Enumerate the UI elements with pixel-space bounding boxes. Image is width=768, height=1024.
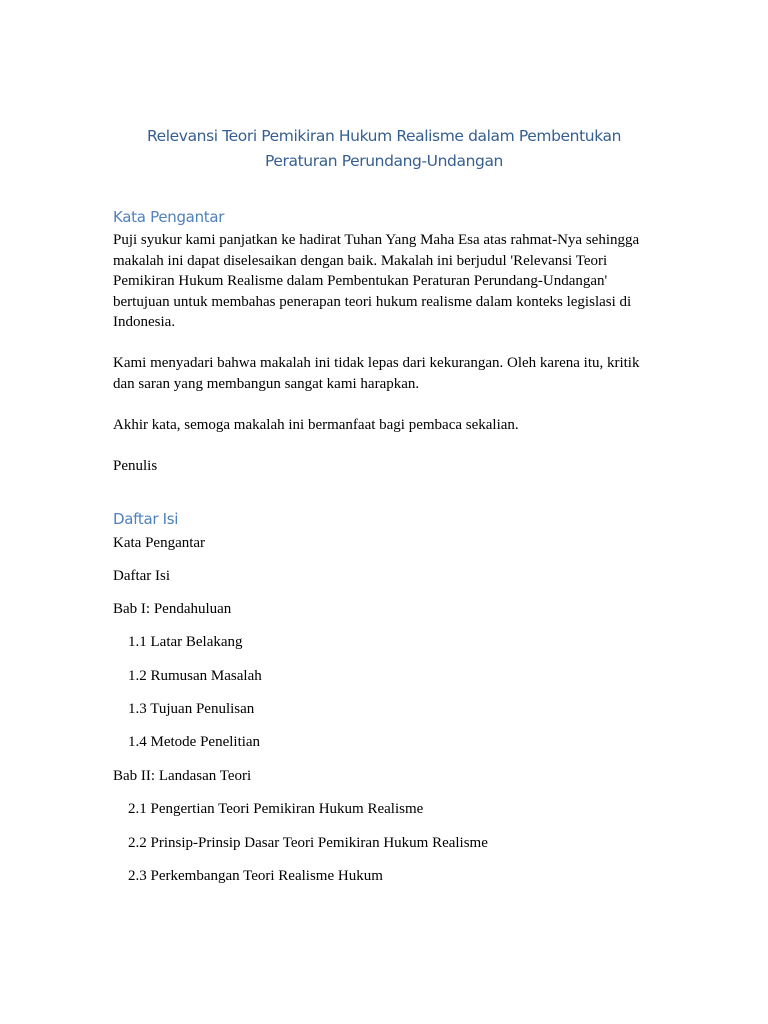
toc-item-kata-pengantar: Kata Pengantar	[113, 535, 206, 551]
toc-item-1-2: 1.2 Rumusan Masalah	[128, 668, 262, 684]
toc-item-bab-2: Bab II: Landasan Teori	[113, 768, 252, 784]
toc-item-bab-1: Bab I: Pendahuluan	[113, 601, 232, 617]
document-title: Relevansi Teori Pemikiran Hukum Realisme dalam Pembentukan Peraturan Perundang-Undangan	[146, 127, 622, 170]
toc-item-1-4: 1.4 Metode Penelitian	[128, 734, 261, 750]
paragraph-closing: Akhir kata, semoga makalah ini bermanfaat bagi pembaca sekalian.	[113, 417, 519, 433]
toc-item-1-3: 1.3 Tujuan Penulisan	[128, 701, 255, 717]
toc-item-2-2: 2.2 Prinsip-Prinsip Dasar Teori Pemikiran Hukum Realisme	[128, 835, 488, 851]
author-signoff: Penulis	[113, 458, 158, 474]
heading-daftar-isi: Daftar Isi	[113, 510, 179, 528]
toc-item-2-3: 2.3 Perkembangan Teori Realisme Hukum	[128, 868, 383, 884]
toc-item-1-1: 1.1 Latar Belakang	[128, 634, 243, 650]
paragraph-apology: Kami menyadari bahwa makalah ini tidak lepas dari kekurangan. Oleh karena itu, kritik dan saran yang membangun sangat kami harapkan.	[113, 355, 640, 392]
paragraph-intro: Puji syukur kami panjatkan ke hadirat Tuhan Yang Maha Esa atas rahmat-Nya sehingga makalah ini dapat diselesaikan dengan baik. Makalah ini berjudul 'Relevansi Teori Pemikiran Hukum Realisme dalam Pembentukan Peraturan Perundang-Undangan' bertujuan untuk membahas penerapan teori hukum realisme dalam konteks legislasi di Indonesia.	[113, 232, 640, 331]
toc-item-2-1: 2.1 Pengertian Teori Pemikiran Hukum Realisme	[128, 801, 424, 817]
heading-kata-pengantar: Kata Pengantar	[113, 208, 225, 226]
toc-item-daftar-isi: Daftar Isi	[113, 568, 171, 584]
